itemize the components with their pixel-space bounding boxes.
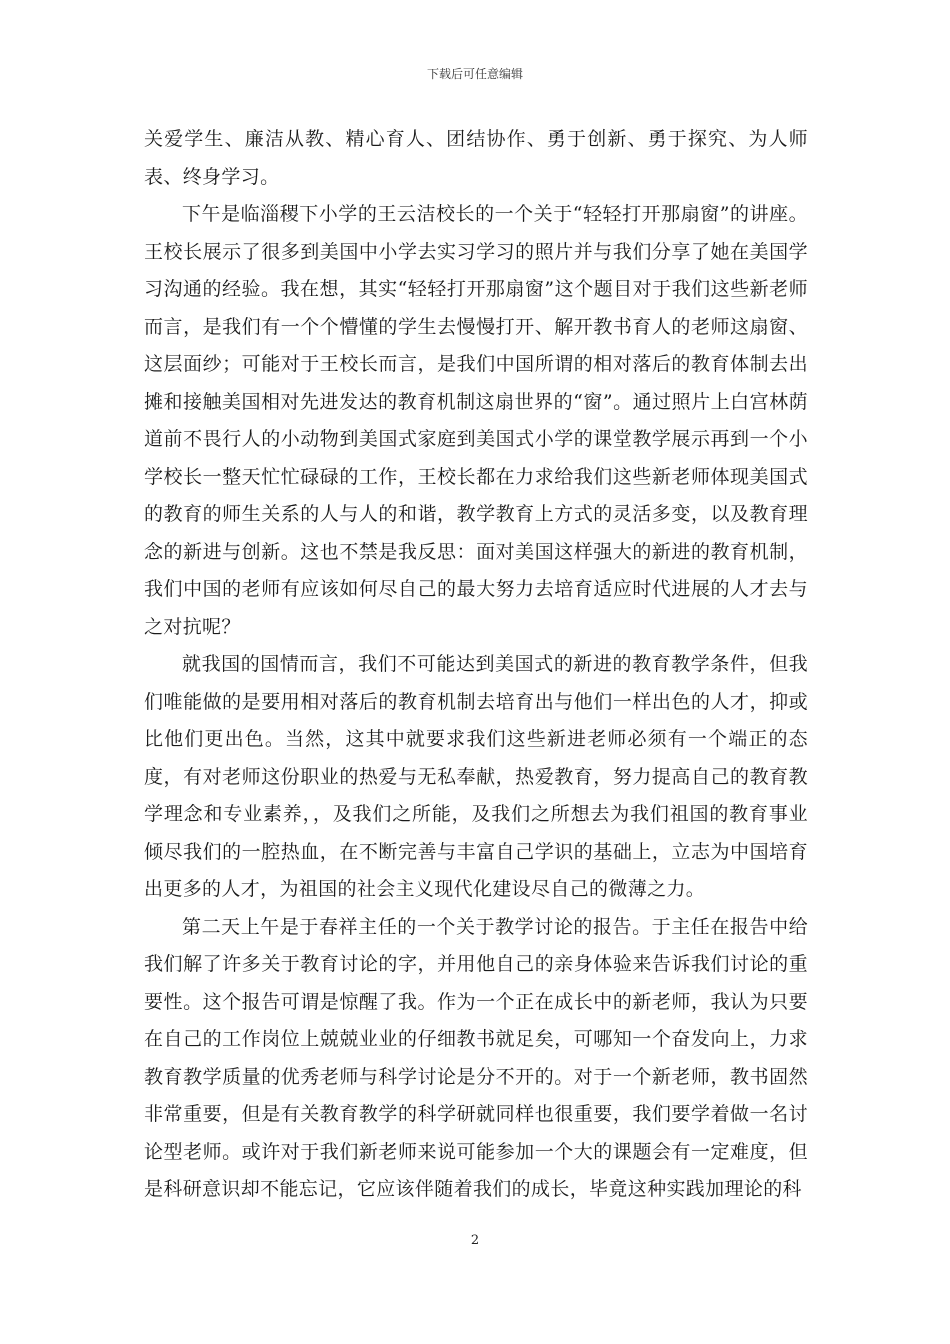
- paragraph-4: 第二天上午是于春祥主任的一个关于教学讨论的报告。于主任在报告中给我们解了许多关于教育讨论的字，并用他自己的亲身体验来告诉我们讨论的重要性。这个报告可谓是惊醒了我。作为一个正在成长中的新老师，我认为只要在自己的工作岗位上兢兢业业的仔细教书就足矣，可哪知一个奋发向上，力求教育教学质量的优秀老师与科学讨论是分不开的。对于一个新老师，教书固然非常重要，但是有关教育教学的科学研就同样也很重要，我们要学着做一名讨论型老师。或许对于我们新老师来说可能参加一个大的课题会有一定难度，但是科研意识却不能忘记，它应该伴随着我们的成长，毕竟这种实践加理论的科: [144, 915, 808, 1200]
- page-header: 下载后可任意编辑: [426, 67, 523, 81]
- page-number: 2: [470, 1233, 480, 1248]
- paragraph-3: 就我国的国情而言，我们不可能达到美国式的新进的教育教学条件，但我们唯能做的是要用相对落后的教育机制去培育出与他们一样出色的人才，抑或比他们更出色。当然，这其中就要求我们这些新进老师必须有一个端正的态度，有对老师这份职业的热爱与无私奉献，热爱教育，努力提高自己的教育教学理念和专业素养，，及我们之所能，及我们之所想去为我们祖国的教育事业倾尽我们的一腔热血，在不断完善与丰富自己学识的基础上，立志为中国培育出更多的人才，为祖国的社会主义现代化建设尽自己的微薄之力。: [144, 653, 808, 900]
- paragraph-2: 下午是临淄稷下小学的王云洁校长的一个关于“轻轻打开那扇窗”的讲座。王校长展示了很多到美国中小学去实习学习的照片并与我们分享了她在美国学习沟通的经验。我在想，其实“轻轻打开那扇窗”这个题目对于我们这些新老师而言，是我们有一个个懵懂的学生去慢慢打开、解开教书育人的老师这扇窗、这层面纱；可能对于王校长而言，是我们中国所谓的相对落后的教育体制去出摊和接触美国相对先进发达的教育机制这扇世界的“窗”。通过照片上白宫林荫道前不畏行人的小动物到美国式家庭到美国式小学的课堂教学展示再到一个小学校长一整天忙忙碌碌的工作，王校长都在力求给我们这些新老师体现美国式的教育的师生关系的人与人的和谐，教学教育上方式的灵活多变，以及教育理念的新进与创新。这也不禁是我反思：面对美国这样强大的新进的教育机制，我们中国的老师有应该如何尽自己的最大努力去培育适应时代进展的人才去与之对抗呢？: [144, 203, 808, 638]
- document-body: [144, 121, 808, 1209]
- paragraph-1: 关爱学生、廉洁从教、精心育人、团结协作、勇于创新、勇于探究、为人师表、终身学习。: [144, 128, 808, 188]
